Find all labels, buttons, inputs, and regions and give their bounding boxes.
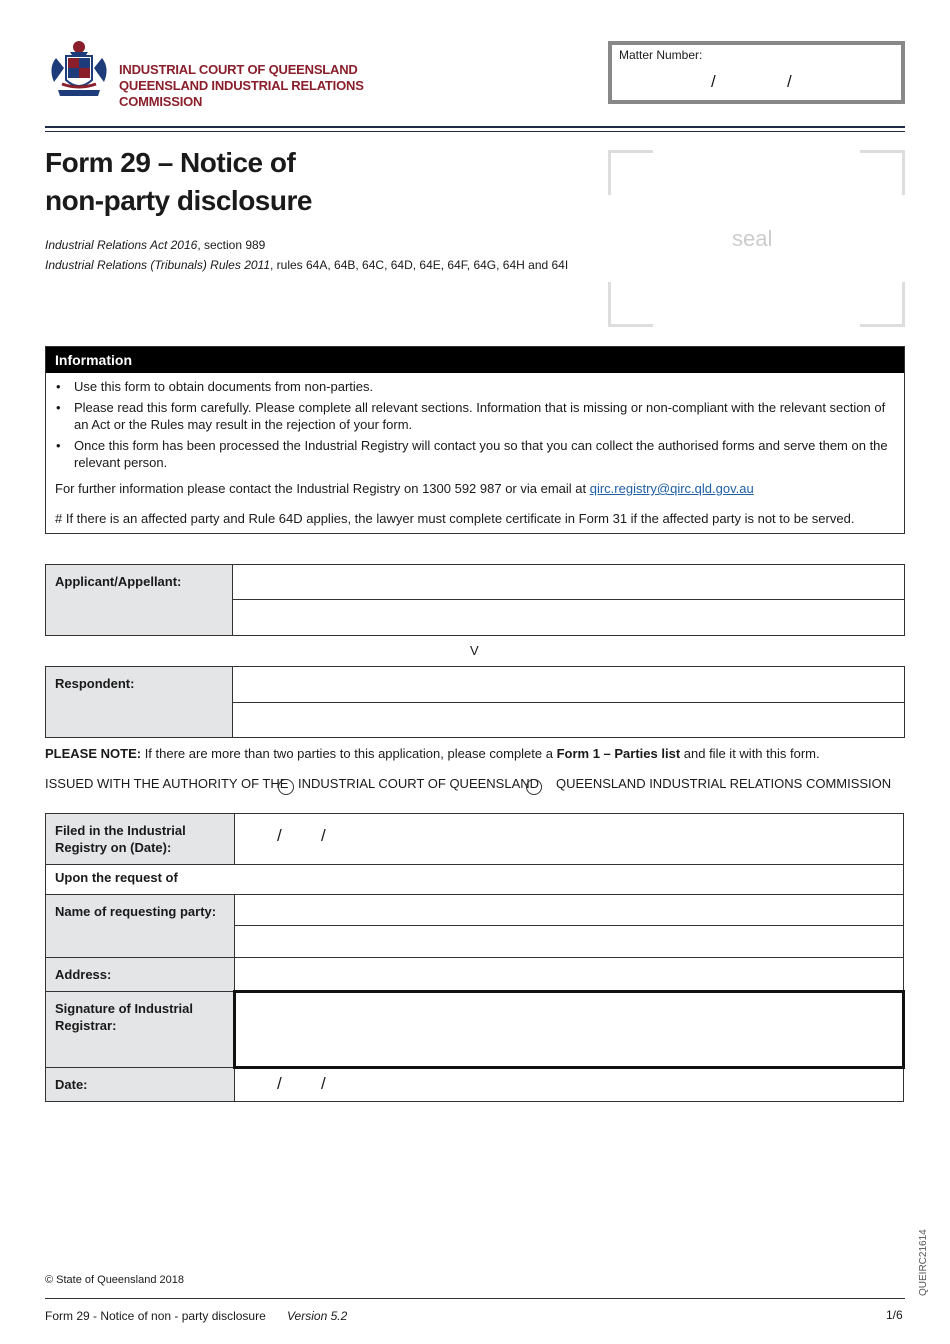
requesting-party-input[interactable] <box>235 926 904 958</box>
date-input[interactable] <box>235 1068 904 1102</box>
legislation-references <box>45 235 568 275</box>
applicant-input[interactable] <box>233 565 905 600</box>
please-note <box>45 746 905 761</box>
footer-divider <box>45 1298 905 1299</box>
signature-input[interactable] <box>235 992 904 1068</box>
court-radio[interactable] <box>278 779 294 795</box>
header-divider <box>45 126 905 132</box>
matter-number-separator: / <box>787 72 792 91</box>
respondent-input[interactable] <box>233 667 905 703</box>
registry-email-link[interactable]: qirc.registry@qirc.qld.gov.au <box>589 481 754 496</box>
crest-logo <box>44 38 114 106</box>
matter-number-label: Matter Number: <box>619 48 703 62</box>
filing-table <box>45 813 905 1102</box>
information-bullet: • Please read this form carefully. Please complete all relevant sections. Information that is missing or non-compliant with the relevant section of an Act or the Rules may result in the rejection of your form. <box>55 399 895 433</box>
information-list <box>55 378 895 471</box>
organisation-name <box>119 62 364 110</box>
applicant-table <box>45 564 905 636</box>
filed-date-label: Filed in the Industrial Registry on (Date): <box>46 814 235 865</box>
respondent-input[interactable] <box>233 703 905 738</box>
org-line-1: INDUSTRIAL COURT OF QUEENSLAND <box>119 62 358 77</box>
footer-form-name: Form 29 - Notice of non - party disclosure <box>45 1309 266 1323</box>
applicant-label: Applicant/Appellant: <box>46 565 233 636</box>
rules-name: Industrial Relations (Tribunals) Rules 2011 <box>45 258 270 272</box>
title-line-1: Form 29 – Notice of <box>45 147 296 178</box>
information-bullet: • Use this form to obtain documents from non-parties. <box>55 378 895 395</box>
seal-corner <box>860 282 905 327</box>
date-separator: / <box>277 1074 282 1093</box>
matter-number-box[interactable] <box>608 41 905 104</box>
requesting-party-label: Name of requesting party: <box>46 895 235 958</box>
address-label: Address: <box>46 958 235 992</box>
applicant-input[interactable] <box>233 600 905 636</box>
information-bullet: • Once this form has been processed the Industrial Registry will contact you so that you can collect the authorised forms and serve them on the relevant person. <box>55 437 895 471</box>
respondent-label: Respondent: <box>46 667 233 738</box>
seal-corner <box>608 282 653 327</box>
issued-prefix: ISSUED WITH THE AUTHORITY OF THE <box>45 776 289 791</box>
parties-list-form: Form 1 – Parties list <box>556 746 681 761</box>
upon-request-label: Upon the request of <box>46 865 904 895</box>
org-line-2: QUEENSLAND INDUSTRIAL RELATIONS <box>119 78 364 93</box>
page-title <box>45 144 312 220</box>
date-separator: / <box>321 1074 326 1093</box>
respondent-table <box>45 666 905 738</box>
contact-text: For further information please contact the Industrial Registry on 1300 592 987 or via email at <box>55 481 590 496</box>
seal-corner <box>860 150 905 195</box>
seal-label: seal <box>732 226 773 251</box>
issued-authority <box>45 776 905 791</box>
date-label: Date: <box>46 1068 235 1102</box>
filed-date-input[interactable] <box>235 814 904 865</box>
seal-corner <box>608 150 653 195</box>
rules-list: , rules 64A, 64B, 64C, 64D, 64E, 64F, 64G, 64H and 64I <box>270 258 569 272</box>
commission-radio[interactable] <box>526 779 542 795</box>
court-option-label: INDUSTRIAL COURT OF QUEENSLAND <box>298 776 540 791</box>
address-input[interactable] <box>235 958 904 992</box>
copyright: © State of Queensland 2018 <box>45 1274 184 1286</box>
seal-area <box>608 150 905 327</box>
page-number: 1/6 <box>886 1308 903 1322</box>
act-section: , section 989 <box>197 238 266 252</box>
please-note-text: If there are more than two parties to this application, please complete a <box>141 746 557 761</box>
versus-label: V <box>470 643 479 658</box>
footer-version: Version 5.2 <box>287 1309 348 1323</box>
commission-option-label: QUEENSLAND INDUSTRIAL RELATIONS COMMISSION <box>556 776 892 791</box>
date-separator: / <box>277 826 282 845</box>
org-line-3: COMMISSION <box>119 94 203 109</box>
matter-number-separator: / <box>711 72 716 91</box>
contact-info <box>55 480 895 497</box>
information-heading: Information <box>46 347 904 373</box>
act-name: Industrial Relations Act 2016 <box>45 238 198 252</box>
title-line-2: non-party disclosure <box>45 185 312 216</box>
date-separator: / <box>321 826 326 845</box>
information-box <box>45 346 905 534</box>
document-code: QUEIRC21614 <box>918 1229 929 1296</box>
please-note-text-end: and file it with this form. <box>680 746 820 761</box>
signature-label: Signature of Industrial Registrar: <box>46 992 235 1068</box>
requesting-party-input[interactable] <box>235 895 904 926</box>
affected-party-note: # If there is an affected party and Rule 64D applies, the lawyer must complete certificate in Form 31 if the affected party is not to be served. <box>55 511 855 526</box>
please-note-prefix: PLEASE NOTE: <box>45 746 142 761</box>
